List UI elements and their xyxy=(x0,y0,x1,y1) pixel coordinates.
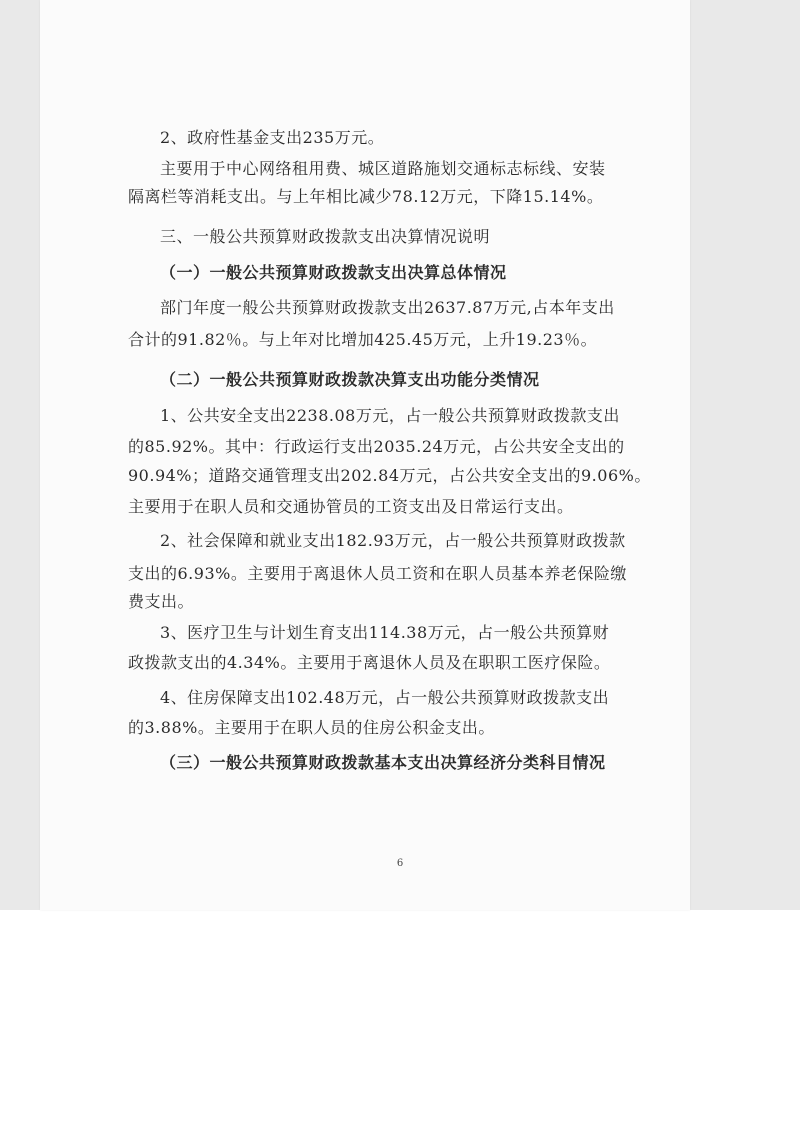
subsection-heading: （二）一般公共预算财政拨款决算支出功能分类情况 xyxy=(160,370,540,389)
paragraph-line: 90.94%；道路交通管理支出202.84万元，占公共安全支出的9.06%。 xyxy=(128,466,651,485)
section-heading: 三、一般公共预算财政拨款支出决算情况说明 xyxy=(160,227,491,246)
paragraph-line: 4、住房保障支出102.48万元，占一般公共预算财政拨款支出 xyxy=(160,688,610,707)
paragraph-line: 支出的6.93%。主要用于离退休人员工资和在职人员基本养老保险缴 xyxy=(128,564,627,583)
paragraph-line: 2、社会保障和就业支出182.93万元，占一般公共预算财政拨款 xyxy=(160,531,626,550)
paragraph-line: 主要用于中心网络租用费、城区道路施划交通标志标线、安装 xyxy=(160,159,606,178)
paragraph-line: 隔离栏等消耗支出。与上年相比减少78.12万元，下降15.14%。 xyxy=(128,187,604,206)
paragraph-line: 主要用于在职人员和交通协管员的工资支出及日常运行支出。 xyxy=(128,497,574,516)
subsection-heading: （三）一般公共预算财政拨款基本支出决算经济分类科目情况 xyxy=(160,753,606,772)
page-number: 6 xyxy=(396,858,404,869)
subsection-heading: （一）一般公共预算财政拨款支出决算总体情况 xyxy=(160,263,507,282)
paragraph-line: 1、公共安全支出2238.08万元，占一般公共预算财政拨款支出 xyxy=(160,406,620,425)
paragraph-line: 的3.88%。主要用于在职人员的住房公积金支出。 xyxy=(128,718,495,737)
paragraph-line: 3、医疗卫生与计划生育支出114.38万元，占一般公共预算财 xyxy=(160,623,610,642)
paragraph-line: 的85.92%。其中：行政运行支出2035.24万元，占公共安全支出的 xyxy=(128,437,625,456)
paragraph-line: 费支出。 xyxy=(128,592,195,611)
paragraph-line: 合计的91.82％。与上年对比增加425.45万元，上升19.23％。 xyxy=(128,330,598,349)
paragraph-line: 部门年度一般公共预算财政拨款支出2637.87万元,占本年支出 xyxy=(160,298,615,317)
paragraph-line: 政拨款支出的4.34%。主要用于离退休人员及在职职工医疗保险。 xyxy=(128,653,611,672)
paragraph-line: 2、政府性基金支出235万元。 xyxy=(160,128,385,147)
